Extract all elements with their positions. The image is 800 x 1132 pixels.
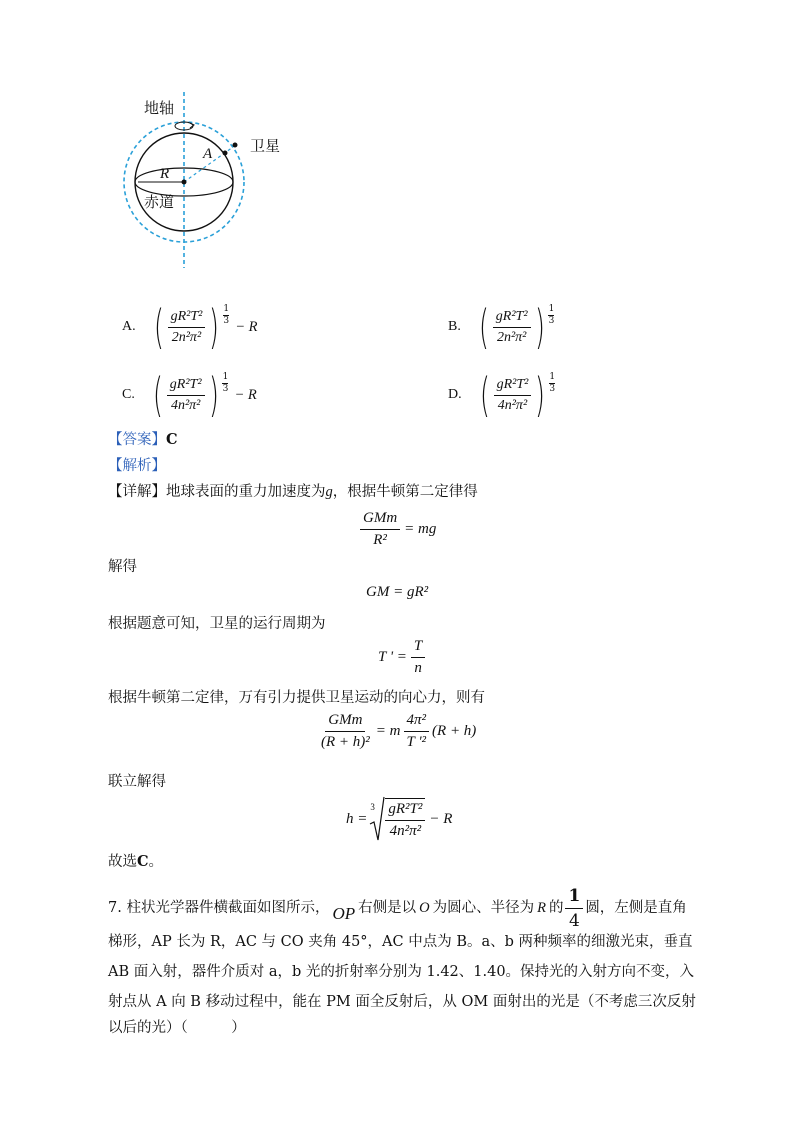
left-paren: (: [478, 300, 489, 354]
option-b[interactable]: [448, 302, 554, 352]
right-paren: ): [209, 300, 220, 354]
eq5-numerator: gR²T²: [385, 801, 425, 821]
eq3-denominator: n: [414, 660, 422, 676]
right-paren: ): [208, 368, 219, 422]
earth-diagram: [118, 92, 298, 268]
eq5-lhs: h =: [346, 810, 368, 827]
eq4-numerator-1: GMm: [325, 712, 365, 732]
q7-text-a: 7. 柱状光学器件横截面如图所示，: [108, 900, 330, 916]
text-combine: 联立解得: [108, 774, 166, 790]
option-c-denominator: 4n²π²: [170, 397, 201, 413]
equation-5: [346, 796, 452, 842]
option-d-letter: D.: [448, 387, 462, 402]
equator-label: 赤道: [144, 193, 175, 211]
answer-tag: 【答案】: [108, 432, 166, 448]
option-a[interactable]: [122, 302, 258, 352]
option-a-letter: A.: [122, 319, 136, 334]
option-c-letter: C.: [122, 387, 135, 402]
left-paren: (: [479, 368, 490, 422]
eq4-denominator-1: (R + h)²: [321, 734, 370, 750]
eq1-rhs: = mg: [404, 521, 437, 537]
q7-line-3: AB 面入射，器件介质对 a，b 光的折射率分别为 1.42、1.40。保持光的入射方向不变，入: [108, 964, 695, 980]
equation-4: [318, 712, 476, 751]
equation-1: [360, 510, 436, 549]
q7-text-b: 右侧是以: [358, 900, 417, 916]
option-a-numerator: gR²T²: [168, 309, 206, 328]
option-d-fraction: [494, 377, 532, 414]
left-paren: (: [152, 368, 163, 422]
option-c[interactable]: [122, 370, 257, 420]
text-newton: 根据牛顿第二定律，万有引力提供卫星运动的向心力，则有: [108, 690, 485, 706]
q7-line-1: [108, 885, 687, 931]
option-a-fraction: [168, 309, 206, 346]
eq1-numerator: GMm: [360, 510, 400, 530]
option-d-numerator: gR²T²: [494, 377, 532, 396]
q7-quarter-fraction: $\frac{1}{4}$: [565, 886, 583, 931]
analysis-tag: 【解析】: [108, 458, 166, 474]
option-a-denominator: 2n²π²: [171, 329, 202, 345]
eq3-numerator: T: [411, 638, 425, 658]
right-paren: ): [535, 368, 546, 422]
option-d[interactable]: [448, 370, 555, 420]
q7-o: O: [419, 900, 430, 916]
choose-line: [108, 852, 163, 872]
eq5-root-index: 3: [370, 802, 375, 812]
text-solve: 解得: [108, 559, 137, 575]
detail-tag: 【详解】: [108, 484, 166, 500]
option-b-letter: B.: [448, 319, 461, 334]
option-d-exponent: 1 3: [549, 371, 556, 394]
detail-g: g: [325, 484, 333, 500]
right-paren: ): [534, 300, 545, 354]
eq3-lhs: T ' =: [378, 649, 407, 665]
axis-label: 地轴: [144, 99, 175, 117]
detail-text-2: ，根据牛顿第二定律得: [332, 484, 478, 500]
q7-text-c: 为圆心、半径为: [432, 900, 535, 916]
equation-2: GM = gR²: [366, 584, 429, 600]
q7-line-4: 射点从 A 向 B 移动过程中，能在 PM 面全反射后，从 OM 面射出的光是（不考虑三次反射: [108, 994, 696, 1010]
eq5-tail: − R: [429, 810, 453, 827]
radius-label: R: [160, 166, 170, 182]
option-c-exponent: 1 3: [222, 371, 229, 394]
answer-line: [108, 430, 178, 450]
equation-3: [378, 638, 425, 677]
choose-value: C: [137, 853, 149, 870]
eq1-denominator: R²: [373, 532, 387, 548]
choose-end: 。: [148, 854, 164, 870]
option-c-fraction: [167, 377, 205, 414]
option-b-fraction: [493, 309, 531, 346]
detail-text-1: 地球表面的重力加速度为: [166, 484, 326, 500]
eq5-denominator: 4n²π²: [389, 823, 422, 839]
q7-text-d: 的: [548, 900, 564, 916]
left-paren: (: [153, 300, 164, 354]
option-c-numerator: gR²T²: [167, 377, 205, 396]
option-d-denominator: 4n²π²: [497, 397, 528, 413]
answer-value: C: [166, 431, 178, 448]
eq4-numerator-2: 4π²: [404, 712, 430, 732]
q7-r: R: [537, 900, 546, 916]
eq4-mid: = m: [375, 723, 401, 739]
eq4-tail: (R + h): [432, 723, 477, 739]
option-a-exponent: 1 3: [223, 303, 230, 326]
option-b-denominator: 2n²π²: [496, 329, 527, 345]
q7-line-5: 以后的光）（ ）: [108, 1020, 246, 1036]
option-b-numerator: gR²T²: [493, 309, 531, 328]
eq5-root: [369, 796, 425, 842]
option-b-exponent: 1 3: [548, 303, 555, 326]
q7-text-e: 圆，左侧是直角: [585, 900, 687, 916]
eq4-denominator-2: T '²: [406, 734, 427, 750]
choose-text: 故选: [108, 854, 137, 870]
detail-line: [108, 482, 478, 502]
option-a-tail: − R: [235, 319, 258, 335]
earth-satellite-figure: [118, 92, 298, 268]
point-a-label: A: [203, 146, 213, 162]
option-c-tail: − R: [234, 387, 257, 403]
satellite-label: 卫星: [250, 137, 281, 155]
q7-op: OP: [332, 904, 356, 923]
q7-line-2: 梯形，AP 长为 R，AC 与 CO 夹角 45°，AC 中点为 B。a、b 两种频率的细激光束，垂直: [108, 934, 693, 950]
text-period: 根据题意可知，卫星的运行周期为: [108, 616, 326, 632]
